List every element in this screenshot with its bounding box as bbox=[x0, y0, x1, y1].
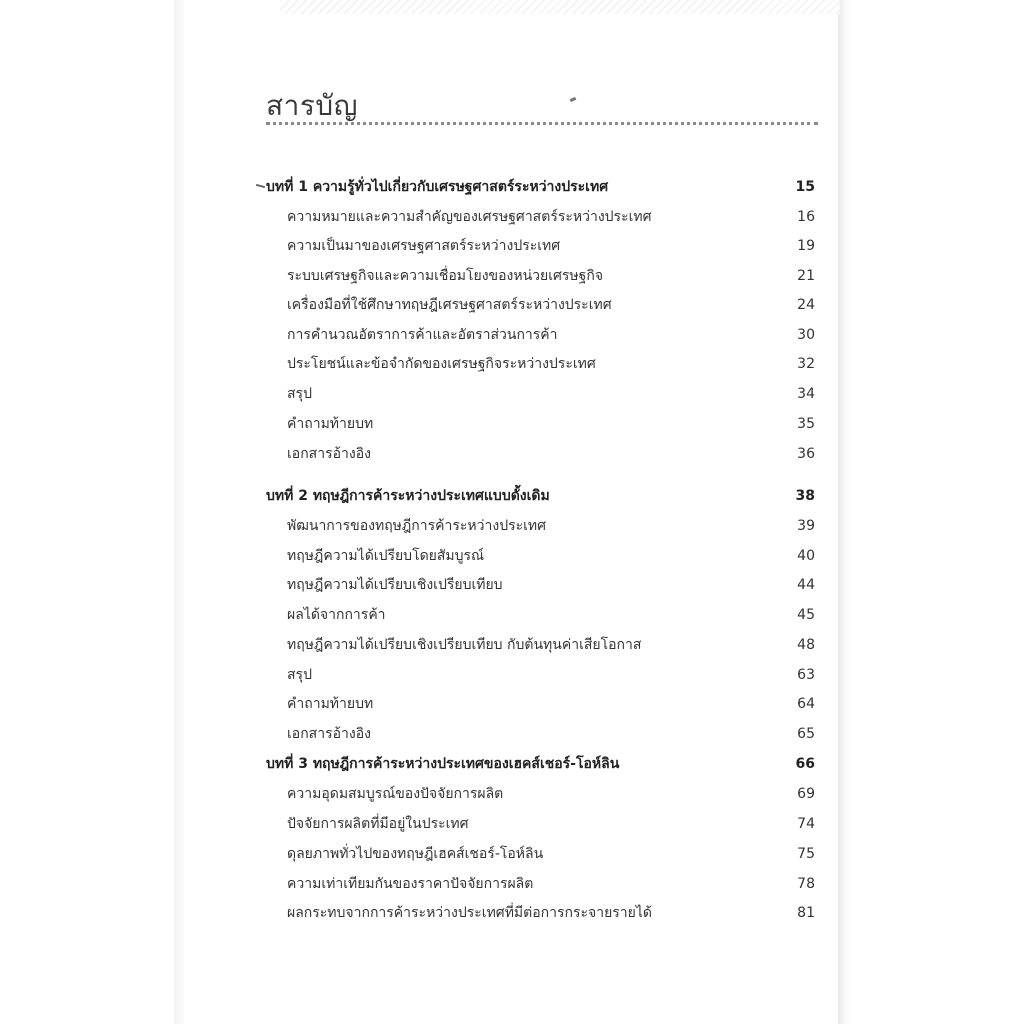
dotted-divider bbox=[266, 122, 818, 125]
entry-title: สรุป bbox=[287, 386, 312, 402]
entry-title: ความอุดมสมบูรณ์ของปัจจัยการผลิต bbox=[287, 786, 504, 802]
chapter-page-number: 15 bbox=[795, 179, 815, 195]
entry-page-number: 75 bbox=[797, 846, 815, 862]
entry-page-number: 30 bbox=[797, 327, 815, 343]
entry-title: คำถามท้ายบท bbox=[287, 416, 374, 432]
chapter-heading-3[interactable] bbox=[0, 750, 1024, 778]
entry-title: คำถามท้ายบท bbox=[287, 696, 374, 712]
toc-entry[interactable] bbox=[0, 870, 1024, 898]
chapter-title: บทที่ 2 ทฤษฎีการค้าระหว่างประเทศแบบดั้งเดิม bbox=[266, 488, 550, 504]
entry-page-number: 21 bbox=[797, 268, 815, 284]
stray-mark bbox=[256, 184, 265, 188]
entry-page-number: 48 bbox=[797, 637, 815, 653]
entry-title: พัฒนาการของทฤษฎีการค้าระหว่างประเทศ bbox=[287, 518, 547, 534]
entry-title: ความเป็นมาของเศรษฐศาสตร์ระหว่างประเทศ bbox=[287, 238, 561, 254]
chapter-page-number: 66 bbox=[795, 756, 815, 772]
toc-entry[interactable] bbox=[0, 232, 1024, 260]
entry-title: ดุลยภาพทั่วไปของทฤษฎีเฮคส์เชอร์-โอห์ลิน bbox=[287, 846, 544, 862]
toc-entry[interactable] bbox=[0, 512, 1024, 540]
chapter-heading-2[interactable] bbox=[0, 482, 1024, 510]
entry-page-number: 36 bbox=[797, 446, 815, 462]
toc-entry[interactable] bbox=[0, 321, 1024, 349]
entry-title: ระบบเศรษฐกิจและความเชื่อมโยงของหน่วยเศรษฐกิจ bbox=[287, 268, 604, 284]
chapter-page-number: 38 bbox=[795, 488, 815, 504]
entry-title: เอกสารอ้างอิง bbox=[287, 446, 371, 462]
entry-title: ความเท่าเทียมกันของราคาปัจจัยการผลิต bbox=[287, 876, 534, 892]
toc-entry[interactable] bbox=[0, 262, 1024, 290]
toc-entry[interactable] bbox=[0, 780, 1024, 808]
toc-entry[interactable] bbox=[0, 571, 1024, 599]
toc-entry[interactable] bbox=[0, 601, 1024, 629]
entry-page-number: 44 bbox=[797, 577, 815, 593]
entry-title: เครื่องมือที่ใช้ศึกษาทฤษฎีเศรษฐศาสตร์ระหว่างประเทศ bbox=[287, 297, 612, 313]
entry-page-number: 69 bbox=[797, 786, 815, 802]
entry-page-number: 63 bbox=[797, 667, 815, 683]
toc-entry[interactable] bbox=[0, 203, 1024, 231]
entry-page-number: 35 bbox=[797, 416, 815, 432]
entry-title: ผลกระทบจากการค้าระหว่างประเทศที่มีต่อการกระจายรายได้ bbox=[287, 905, 653, 921]
entry-title: สรุป bbox=[287, 667, 312, 683]
toc-entry[interactable] bbox=[0, 380, 1024, 408]
toc-entry[interactable] bbox=[0, 690, 1024, 718]
entry-page-number: 19 bbox=[797, 238, 815, 254]
toc-entry[interactable] bbox=[0, 291, 1024, 319]
entry-page-number: 40 bbox=[797, 548, 815, 564]
entry-page-number: 24 bbox=[797, 297, 815, 313]
chapter-title: บทที่ 3 ทฤษฎีการค้าระหว่างประเทศของเฮคส์เชอร์-โอห์ลิน bbox=[266, 756, 620, 772]
entry-title: การคำนวณอัตราการค้าและอัตราส่วนการค้า bbox=[287, 327, 558, 343]
toc-entry[interactable] bbox=[0, 440, 1024, 468]
scan-artifact-strip bbox=[280, 0, 840, 14]
toc-entry[interactable] bbox=[0, 840, 1024, 868]
entry-page-number: 81 bbox=[797, 905, 815, 921]
toc-entry[interactable] bbox=[0, 631, 1024, 659]
toc-entry[interactable] bbox=[0, 350, 1024, 378]
entry-title: ทฤษฎีความได้เปรียบโดยสัมบูรณ์ bbox=[287, 548, 485, 564]
entry-title: ทฤษฎีความได้เปรียบเชิงเปรียบเทียบ bbox=[287, 577, 503, 593]
entry-page-number: 65 bbox=[797, 726, 815, 742]
entry-page-number: 39 bbox=[797, 518, 815, 534]
entry-title: ทฤษฎีความได้เปรียบเชิงเปรียบเทียบ กับต้นทุนค่าเสียโอกาส bbox=[287, 637, 642, 653]
entry-page-number: 16 bbox=[797, 209, 815, 225]
toc-entry[interactable] bbox=[0, 661, 1024, 689]
chapter-heading-1[interactable] bbox=[0, 173, 1024, 201]
entry-title: ความหมายและความสำคัญของเศรษฐศาสตร์ระหว่างประเทศ bbox=[287, 209, 652, 225]
toc-entry[interactable] bbox=[0, 899, 1024, 927]
toc-entry[interactable] bbox=[0, 410, 1024, 438]
entry-page-number: 74 bbox=[797, 816, 815, 832]
chapter-title: บทที่ 1 ความรู้ทั่วไปเกี่ยวกับเศรษฐศาสตร์ระหว่างประเทศ bbox=[266, 179, 609, 195]
entry-title: ประโยชน์และข้อจำกัดของเศรษฐกิจระหว่างประเทศ bbox=[287, 356, 596, 372]
toc-entry[interactable] bbox=[0, 810, 1024, 838]
toc-entry[interactable] bbox=[0, 542, 1024, 570]
page-title: สารบัญ bbox=[266, 89, 358, 122]
entry-page-number: 32 bbox=[797, 356, 815, 372]
entry-page-number: 45 bbox=[797, 607, 815, 623]
entry-page-number: 78 bbox=[797, 876, 815, 892]
entry-page-number: 64 bbox=[797, 696, 815, 712]
entry-title: ปัจจัยการผลิตที่มีอยู่ในประเทศ bbox=[287, 816, 469, 832]
entry-page-number: 34 bbox=[797, 386, 815, 402]
entry-title: เอกสารอ้างอิง bbox=[287, 726, 371, 742]
toc-entry[interactable] bbox=[0, 720, 1024, 748]
entry-title: ผลได้จากการค้า bbox=[287, 607, 386, 623]
